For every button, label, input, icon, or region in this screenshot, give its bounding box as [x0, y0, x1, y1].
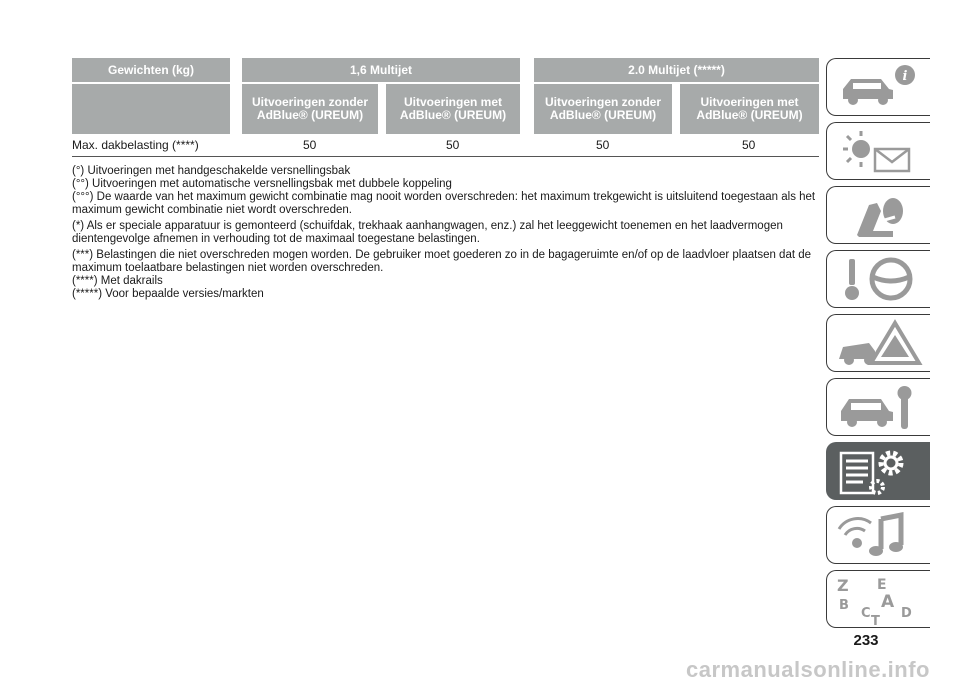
warning-lights-icon	[835, 127, 925, 177]
footnote: (°°) Uitvoeringen met automatische versnellingsbak met dubbele koppeling	[72, 178, 452, 190]
technical-data-gear-icon	[835, 447, 925, 497]
row-label: Max. dakbelasting (****)	[72, 138, 199, 152]
key-steering-wheel-icon	[835, 255, 925, 305]
header-engine-1-6: 1,6 Multijet	[242, 58, 520, 82]
tab-multimedia[interactable]	[826, 506, 930, 564]
weights-table	[72, 58, 819, 157]
footnote: (*****) Voor bepaalde versies/markten	[72, 288, 264, 300]
index-letter: D	[901, 606, 912, 621]
subheader-without-adblue: Uitvoeringen zonder AdBlue® (UREUM)	[242, 84, 378, 134]
header-engine-2-0: 2.0 Multijet (*****)	[534, 58, 819, 82]
subheader-with-adblue: Uitvoeringen met AdBlue® (UREUM)	[680, 84, 819, 134]
table-cell: 50	[303, 138, 317, 152]
index-letter: B	[839, 598, 849, 613]
table-cell: 50	[596, 138, 610, 152]
header-empty-cell	[72, 84, 230, 134]
airbag-seat-icon	[835, 191, 925, 241]
emergency-triangle-icon	[835, 319, 925, 369]
subheader-without-adblue: Uitvoeringen zonder AdBlue® (UREUM)	[534, 84, 672, 134]
car-wrench-icon	[835, 383, 925, 433]
table-header-row	[72, 58, 819, 82]
table-cell: 50	[742, 138, 756, 152]
subheader-with-adblue: Uitvoeringen met AdBlue® (UREUM)	[386, 84, 520, 134]
index-letter: E	[877, 577, 887, 593]
tab-index[interactable]	[826, 570, 930, 628]
alphabetical-index-icon	[835, 575, 925, 625]
page-number: 233	[853, 632, 879, 649]
table-row	[72, 134, 819, 157]
footnote: (°) Uitvoeringen met handgeschakelde versnellingsbak	[72, 165, 351, 177]
tab-warning-lights[interactable]	[826, 122, 930, 180]
tab-safety[interactable]	[826, 186, 930, 244]
index-letter: Z	[837, 576, 849, 595]
header-weights: Gewichten (kg)	[72, 58, 230, 82]
watermark: carmanualsonline.info	[686, 657, 930, 682]
multimedia-note-icon	[835, 511, 925, 561]
tab-technical-data[interactable]	[826, 442, 930, 500]
footnote: (°°°) De waarde van het maximum gewicht combinatie mag nooit worden overschreden: het maximum trekgewicht is uitsluitend toegestaan als het maximum gewicht combinatie niet wordt overschreden.	[72, 191, 816, 216]
index-letter: A	[881, 592, 895, 612]
tab-emergency[interactable]	[826, 314, 930, 372]
table-subheader-row	[72, 84, 819, 134]
tab-car-info[interactable]	[826, 58, 930, 116]
table-cell: 50	[446, 138, 460, 152]
footnote: (***) Belastingen die niet overschreden mogen worden. De gebruiker moet goederen zo in de bagageruimte en/of op de laadvloer plaatsen dat de maximum toelaatbare belastingen niet worden overschreden.	[72, 249, 812, 274]
footnote: (****) Met dakrails	[72, 275, 163, 287]
tab-starting-driving[interactable]	[826, 250, 930, 308]
car-info-icon	[835, 63, 925, 113]
index-letter: C	[861, 606, 871, 621]
svg-text:i: i	[902, 69, 908, 84]
footnotes	[72, 165, 822, 301]
footnote: (*) Als er speciale apparatuur is gemonteerd (schuifdak, trekhaak aanhangwagen, enz.) zal het leeggewicht toenemen en het laadvermogen dientengevolge afnemen in verhouding tot de maximaal toegestane belastingen.	[72, 220, 783, 245]
tab-maintenance[interactable]	[826, 378, 930, 436]
index-letter: T	[871, 614, 880, 625]
